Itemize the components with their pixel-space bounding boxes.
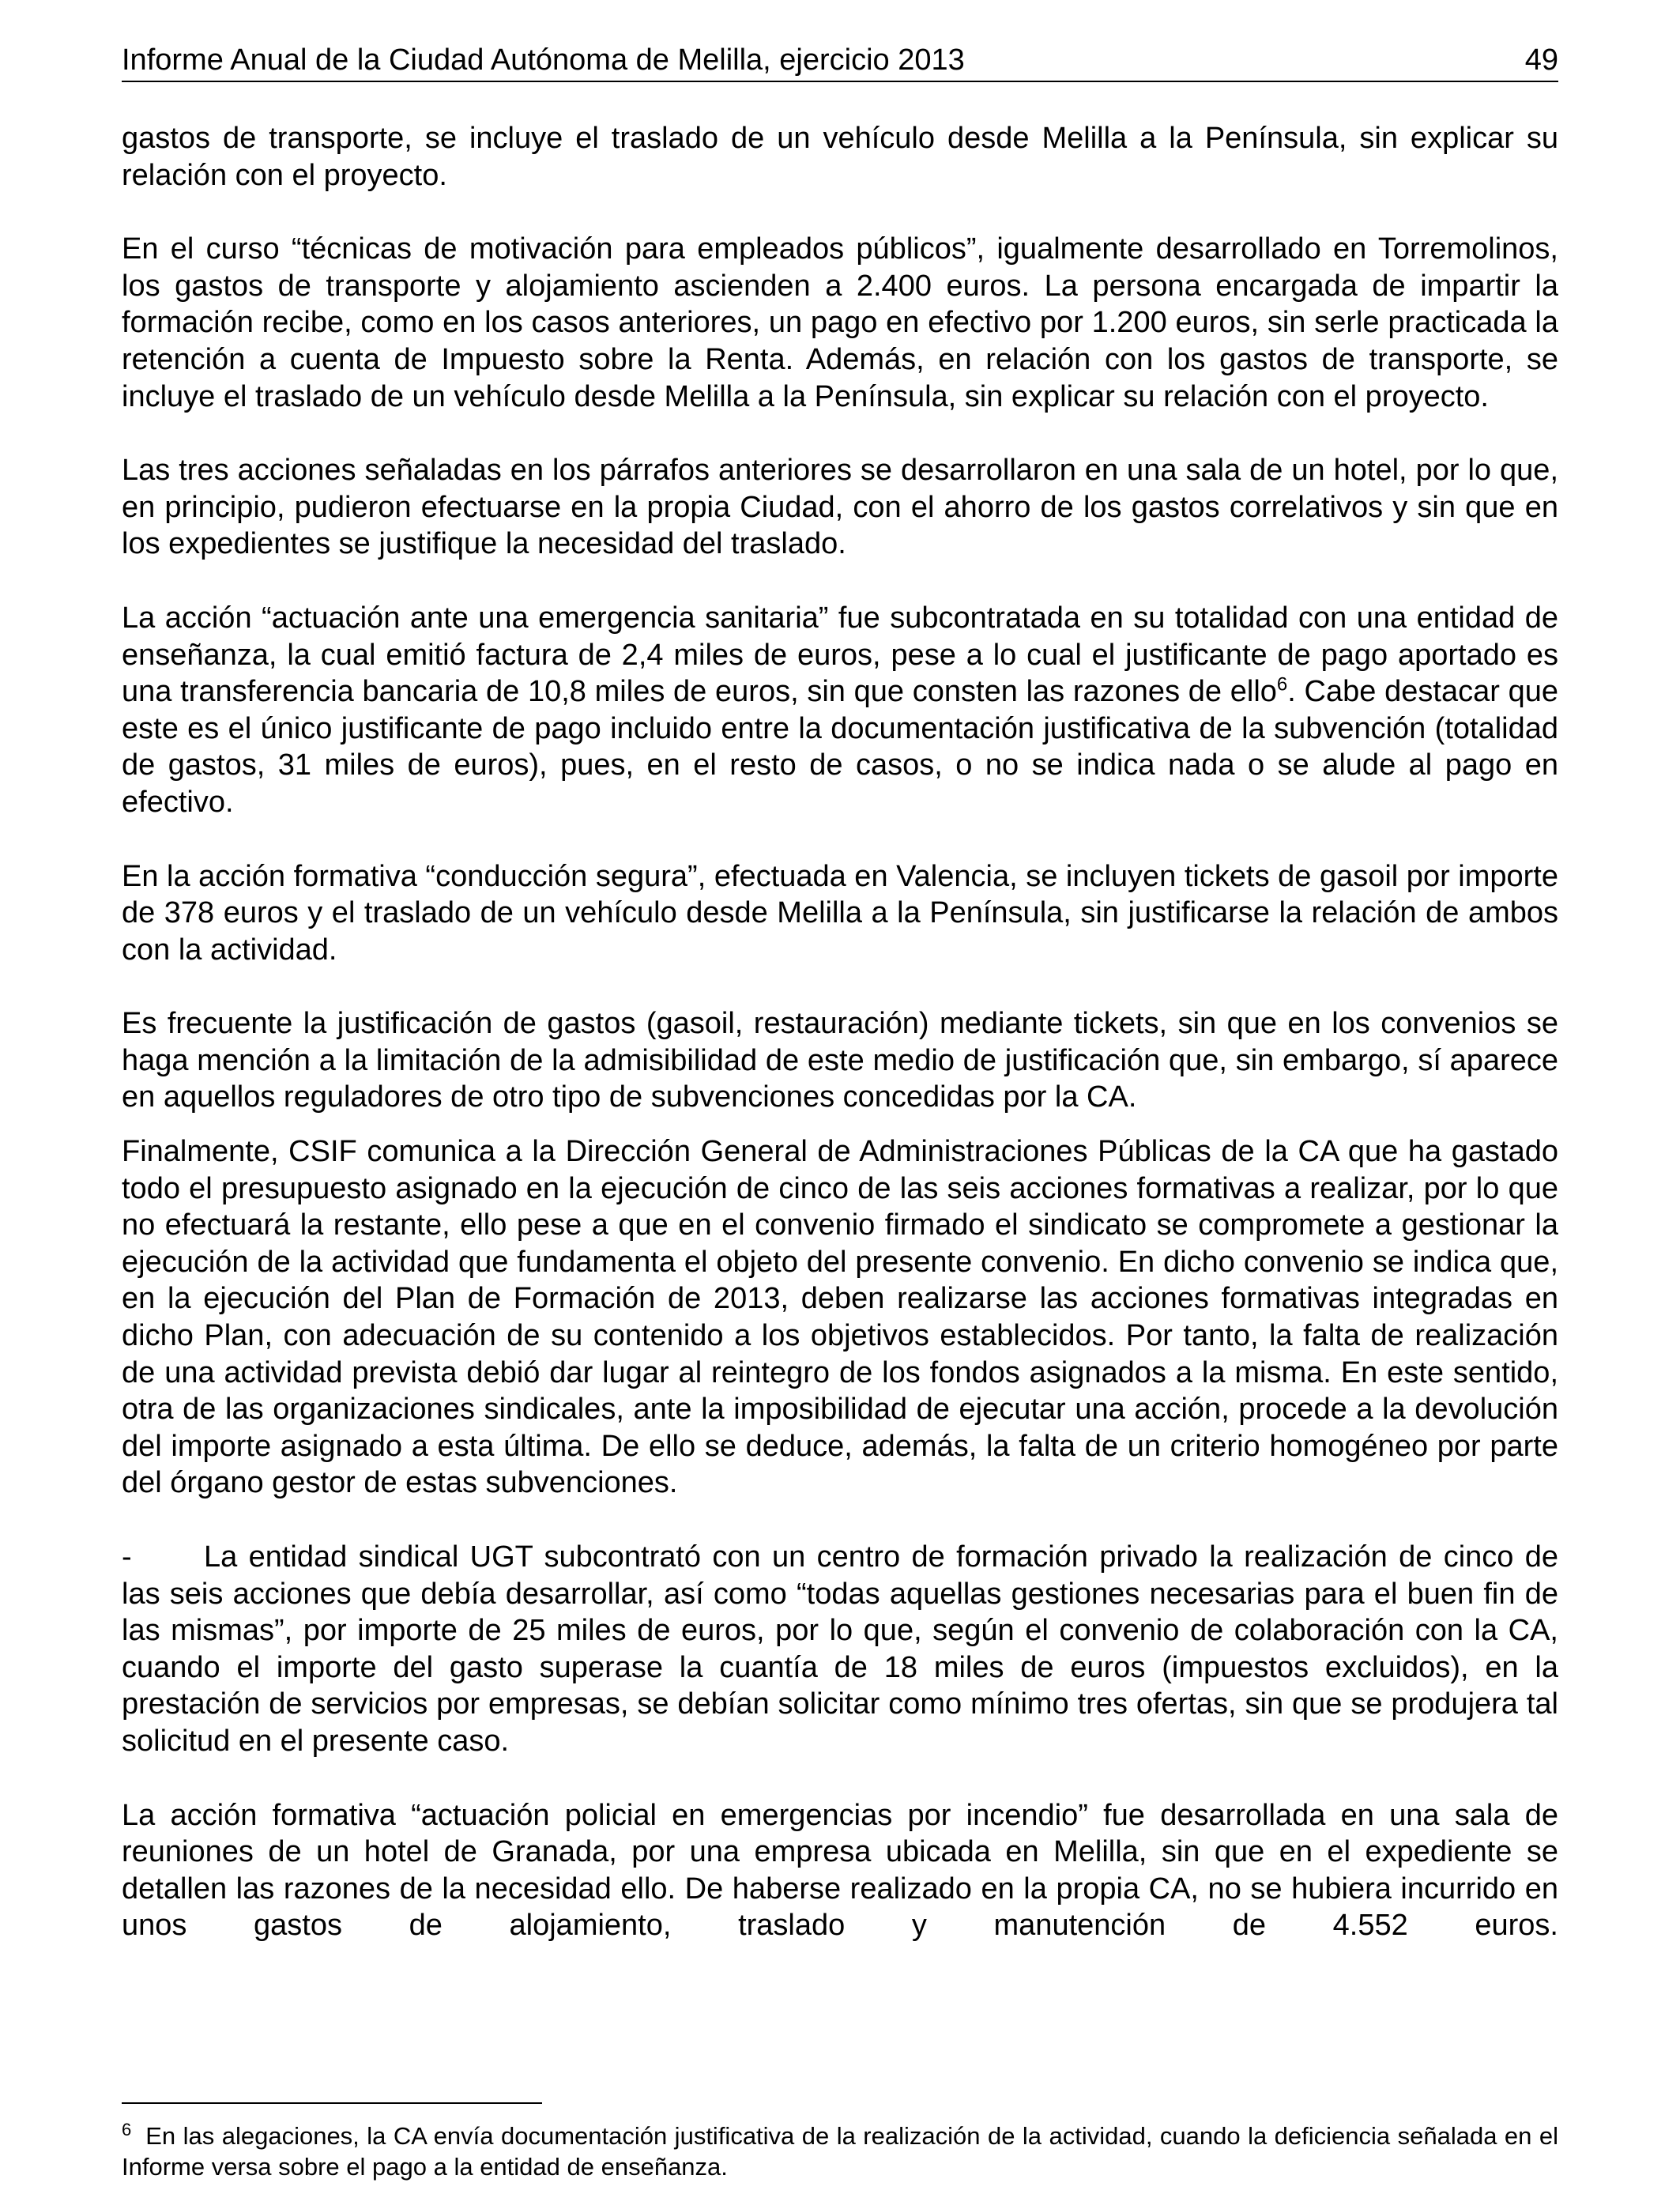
dash-marker: - — [122, 1540, 132, 1574]
dash-list-item — [122, 1539, 1558, 1760]
footnote-number: 6 — [122, 2119, 132, 2139]
list-item-text: La entidad sindical UGT subcontrató con un centro de formación privado la realización de cinco de las seis acciones que debía desarrollar, así como “todas aquellas gestiones necesarias para el buen fin de las mismas”, por importe de 25 miles de euros, por lo que, según el convenio de colaboración con la CA, cuando el importe del gasto superase la cuantía de 18 miles de euros (impuestos excluidos), en la prestación de servicios por empresas, se debían solicitar como mínimo tres ofertas, sin que se produjera tal solicitud en el presente caso. — [122, 1540, 1558, 1758]
paragraph: gastos de transporte, se incluye el traslado de un vehículo desde Melilla a la Península, sin explicar su relación con el proyecto. — [122, 122, 1558, 192]
paragraph: En la acción formativa “conducción segura”, efectuada en Valencia, se incluyen tickets de gasoil por importe de 378 euros y el traslado de un vehículo desde Melilla a la Península, sin justificarse la relación de ambos con la actividad. — [122, 859, 1558, 967]
paragraph: La acción formativa “actuación policial en emergencias por incendio” fue desarrollada en una sala de reuniones de un hotel de Granada, por una empresa ubicada en Melilla, sin que en el expediente se detallen las razones de la necesidad ello. De haberse realizado en la propia CA, no se hubiera incurrido en unos gastos de alojamiento, traslado y manutención de 4.552 euros. — [122, 1798, 1558, 1943]
paragraph: Es frecuente la justificación de gastos (gasoil, restauración) mediante tickets, sin que en los convenios se haga mención a la limitación de la admisibilidad de este medio de justificación que, sin embargo, sí aparece en aquellos reguladores de otro tipo de subvenciones concedidas por la CA. — [122, 1007, 1558, 1114]
footnote — [122, 2120, 1558, 2182]
body-text — [122, 120, 1558, 1944]
footnote-text: En las alegaciones, la CA envía documentación justificativa de la realización de la actividad, cuando la deficiencia señalada en el Informe versa sobre el pago a la entidad de enseñanza. — [122, 2122, 1558, 2181]
paragraph-text: . Cabe destacar que este es el único justificante de pago incluido entre la documentación justificativa de la subvención (totalidad de gastos, 31 miles de euros), pues, en el resto de casos, o no se indica nada o se alude al pago en efectivo. — [122, 675, 1558, 819]
paragraph: En el curso “técnicas de motivación para empleados públicos”, igualmente desarrollado en Torremolinos, los gastos de transporte y alojamiento ascienden a 2.400 euros. La persona encargada de impartir la formación recibe, como en los casos anteriores, un pago en efectivo por 1.200 euros, sin serle practicada la retención a cuenta de Impuesto sobre la Renta. Además, en relación con los gastos de transporte, se incluye el traslado de un vehículo desde Melilla a la Península, sin explicar su relación con el proyecto. — [122, 232, 1558, 413]
page-header — [122, 40, 1558, 82]
paragraph: Finalmente, CSIF comunica a la Dirección General de Administraciones Públicas de la CA que ha gastado todo el presupuesto asignado en la ejecución de cinco de las seis acciones formativas a realizar, por lo que no efectuará la restante, ello pese a que en el convenio firmado el sindicato se compromete a gestionar la ejecución de la actividad que fundamenta el objeto del presente convenio. En dicho convenio se indica que, en la ejecución del Plan de Formación de 2013, deben realizarse las acciones formativas integradas en dicho Plan, con adecuación de su contenido a los objetivos establecidos. Por tanto, la falta de realización de una actividad prevista debió dar lugar al reintegro de los fondos asignados a la misma. En este sentido, otra de las organizaciones sindicales, ante la imposibilidad de ejecutar una acción, procede a la devolución del importe asignado a esta última. De ello se deduce, además, la falta de un criterio homogéneo por parte del órgano gestor de estas subvenciones. — [122, 1135, 1558, 1500]
paragraph-with-footnote — [122, 600, 1558, 821]
footnote-reference: 6 — [1276, 673, 1288, 696]
footnote-separator — [122, 2102, 542, 2104]
page-number: 49 — [1524, 43, 1558, 77]
report-title: Informe Anual de la Ciudad Autónoma de Melilla, ejercicio 2013 — [122, 43, 965, 77]
paragraph-text: La acción “actuación ante una emergencia sanitaria” fue subcontratada en su totalidad con una entidad de enseñanza, la cual emitió factura de 2,4 miles de euros, pese a lo cual el justificante de pago aportado es una transferencia bancaria de 10,8 miles de euros, sin que consten las razones de ello — [122, 601, 1558, 709]
paragraph: Las tres acciones señaladas en los párrafos anteriores se desarrollaron en una sala de un hotel, por lo que, en principio, pudieron efectuarse en la propia Ciudad, con el ahorro de los gastos correlativos y sin que en los expedientes se justifique la necesidad del traslado. — [122, 454, 1558, 561]
